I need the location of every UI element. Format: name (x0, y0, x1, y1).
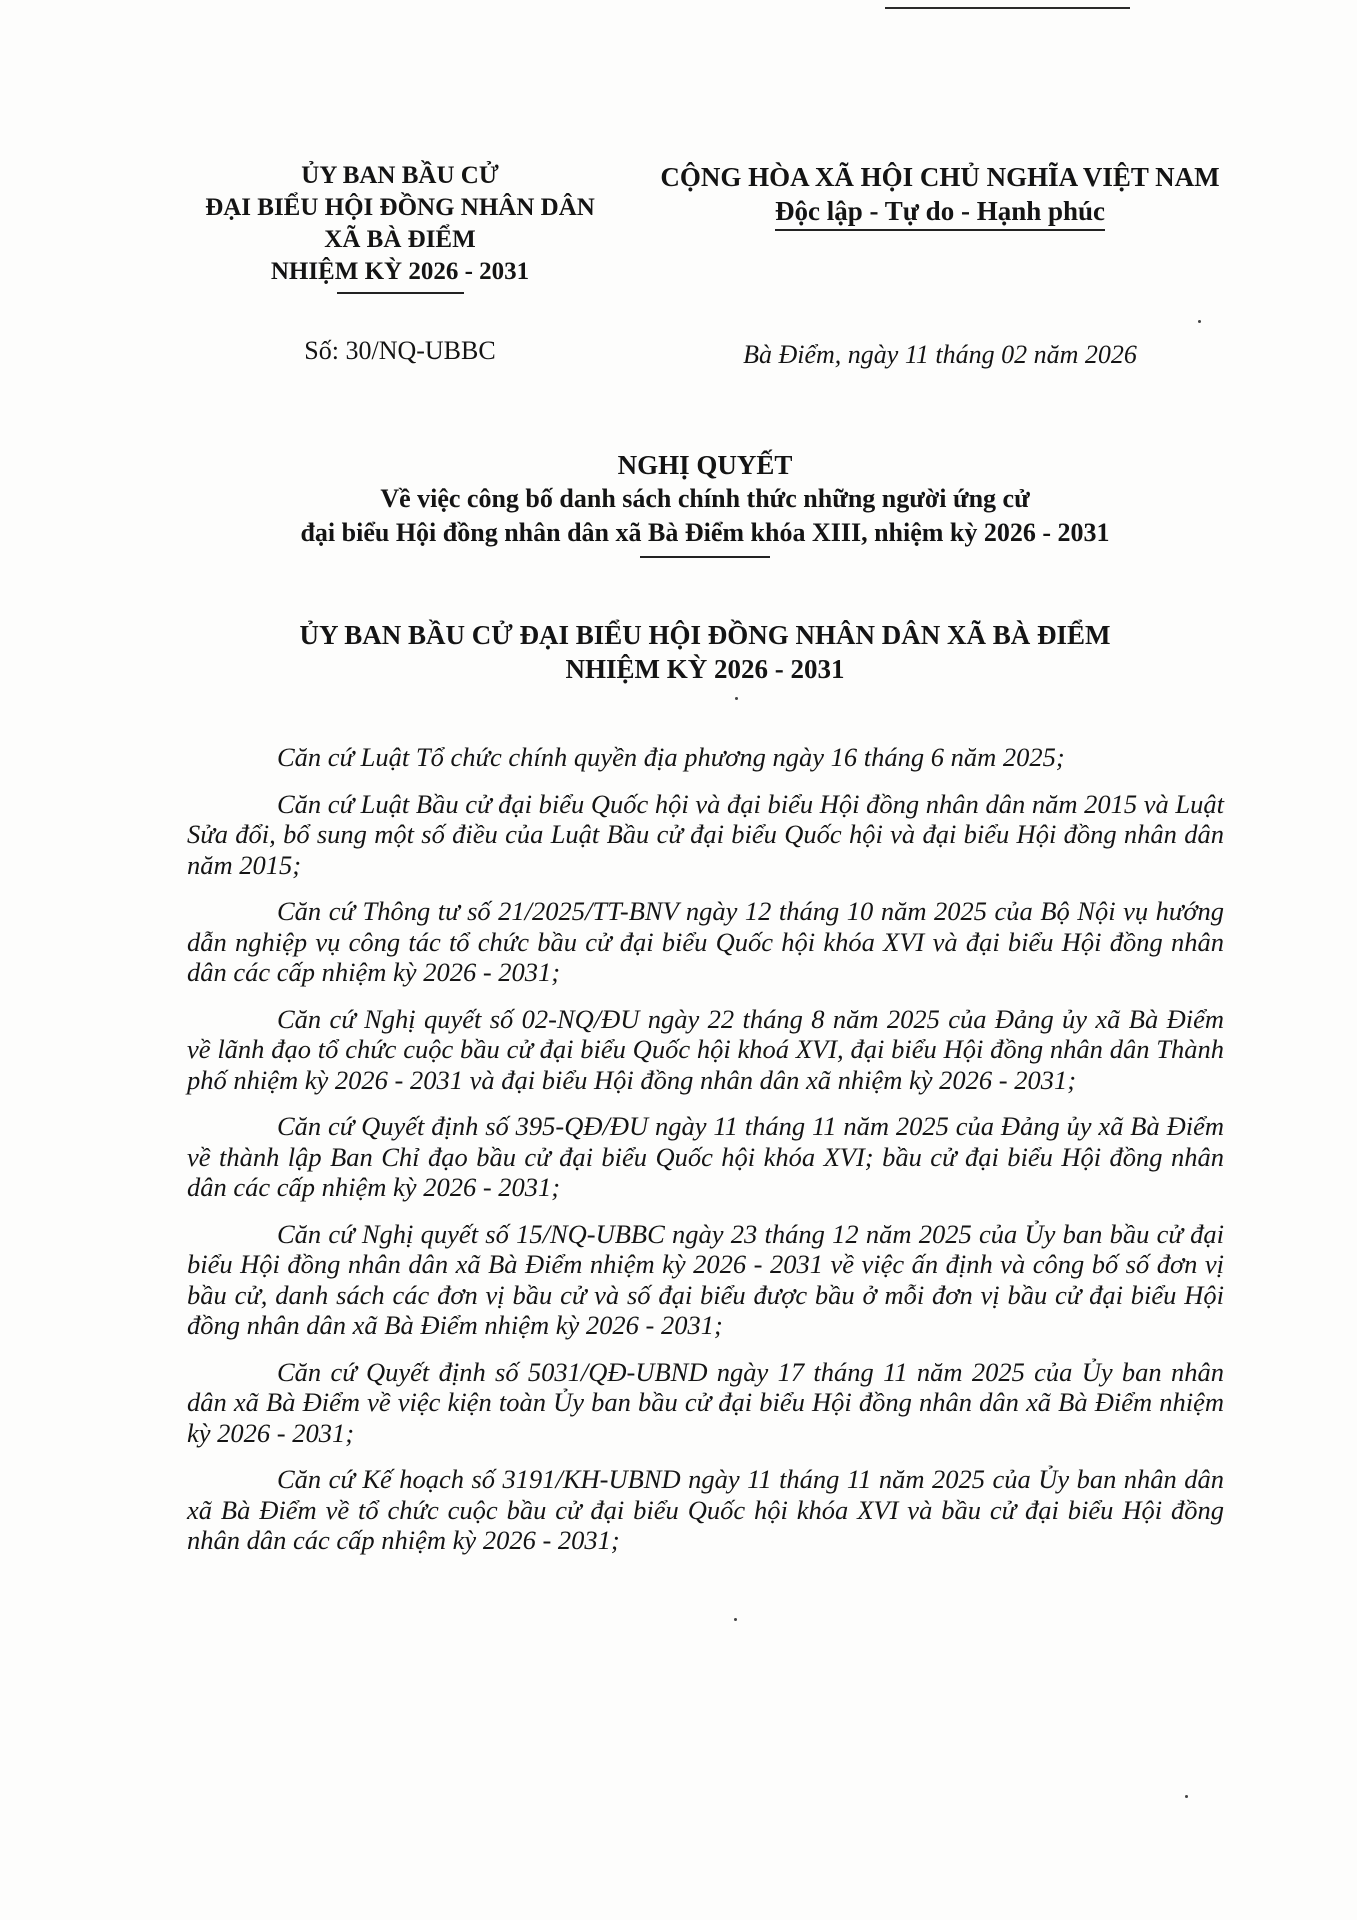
document-subject-line: đại biểu Hội đồng nhân dân xã Bà Điểm khóa XIII, nhiệm kỳ 2026 - 2031 (300, 518, 1110, 547)
issuing-authority-line: ĐẠI BIỂU HỘI ĐỒNG NHÂN DÂN (205, 194, 595, 221)
country-name: CỘNG HÒA XÃ HỘI CHỦ NGHĨA VIỆT NAM (660, 162, 1220, 192)
scan-speck (1185, 1795, 1188, 1798)
authority-heading (180, 618, 1230, 686)
header-left-underline (337, 292, 464, 294)
document-number: Số: 30/NQ-UBBC (304, 336, 496, 365)
authority-heading-line: NHIỆM KỲ 2026 - 2031 (565, 654, 845, 684)
scan-speck (734, 1618, 737, 1621)
legal-basis-paragraph: Căn cứ Kế hoạch số 3191/KH-UBND ngày 11 tháng 11 năm 2025 của Ủy ban nhân dân xã Bà Điểm về tổ chức cuộc bầu cử đại biểu Quốc hội khóa XVI và bầu cử đại biểu Hội đồng nhân dân các cấp nhiệm kỳ 2026 - 2031; (187, 1464, 1224, 1555)
top-scan-line (885, 7, 1130, 9)
document-subject-line: Về việc công bố danh sách chính thức những người ứng cử (380, 484, 1030, 513)
issuing-authority-line: NHIỆM KỲ 2026 - 2031 (270, 258, 530, 285)
legal-basis-paragraph: Căn cứ Luật Bầu cử đại biểu Quốc hội và đại biểu Hội đồng nhân dân năm 2015 và Luật Sửa đổi, bổ sung một số điều của Luật Bầu cử đại biểu Quốc hội và đại biểu Hội đồng nhân dân năm 2015; (187, 788, 1224, 880)
legal-basis-paragraph: Căn cứ Nghị quyết số 02-NQ/ĐU ngày 22 tháng 8 năm 2025 của Đảng ủy xã Bà Điểm về lãnh đạo tổ chức cuộc bầu cử đại biểu Quốc hội khoá XVI, đại biểu Hội đồng nhân dân Thành phố nhiệm kỳ 2026 - 2031 và đại biểu Hội đồng nhân dân xã nhiệm kỳ 2026 - 2031; (187, 1003, 1224, 1095)
scan-speck (735, 697, 738, 700)
document-date: Bà Điểm, ngày 11 tháng 02 năm 2026 (743, 340, 1137, 369)
legal-basis-paragraph: Căn cứ Luật Tổ chức chính quyền địa phương ngày 16 tháng 6 năm 2025; (277, 742, 1065, 772)
title-underline (640, 556, 770, 558)
authority-heading-line: ỦY BAN BẦU CỬ ĐẠI BIỂU HỘI ĐỒNG NHÂN DÂN XÃ BÀ ĐIỂM (299, 620, 1111, 650)
document-title-block (180, 448, 1230, 558)
scan-speck (1198, 320, 1201, 323)
issuing-authority-line: XÃ BÀ ĐIỂM (324, 226, 476, 253)
issuing-authority-line: ỦY BAN BẦU CỬ (301, 162, 499, 189)
national-header (620, 160, 1260, 231)
legal-basis-paragraph: Căn cứ Quyết định số 5031/QĐ-UBND ngày 17 tháng 11 năm 2025 của Ủy ban nhân dân xã Bà Điểm về việc kiện toàn Ủy ban bầu cử đại biểu Hội đồng nhân dân xã Bà Điểm nhiệm kỳ 2026 - 2031; (187, 1356, 1224, 1448)
national-motto: Độc lập - Tự do - Hạnh phúc (775, 194, 1105, 231)
legal-basis-paragraph: Căn cứ Quyết định số 395-QĐ/ĐU ngày 11 tháng 11 năm 2025 của Đảng ủy xã Bà Điểm về thành lập Ban Chỉ đạo bầu cử đại biểu Quốc hội khóa XVI; bầu cử đại biểu Hội đồng nhân dân các cấp nhiệm kỳ 2026 - 2031; (187, 1111, 1224, 1202)
legal-bases (187, 742, 1224, 1572)
issuing-authority-header (140, 160, 660, 294)
legal-basis-paragraph: Căn cứ Nghị quyết số 15/NQ-UBBC ngày 23 tháng 12 năm 2025 của Ủy ban bầu cử đại biểu Hội đồng nhân dân xã Bà Điểm nhiệm kỳ 2026 - 2031 về việc ấn định và công bố số đơn vị bầu cử, danh sách các đơn vị bầu cử và số đại biểu được bầu ở mỗi đơn vị bầu cử đại biểu Hội đồng nhân dân xã Bà Điểm nhiệm kỳ 2026 - 2031; (187, 1218, 1224, 1340)
legal-basis-paragraph: Căn cứ Thông tư số 21/2025/TT-BNV ngày 12 tháng 10 năm 2025 của Bộ Nội vụ hướng dẫn nghiệp vụ công tác tổ chức bầu cử đại biểu Quốc hội khóa XVI và đại biểu Hội đồng nhân dân các cấp nhiệm kỳ 2026 - 2031; (187, 896, 1224, 987)
document-type: NGHỊ QUYẾT (617, 450, 793, 480)
